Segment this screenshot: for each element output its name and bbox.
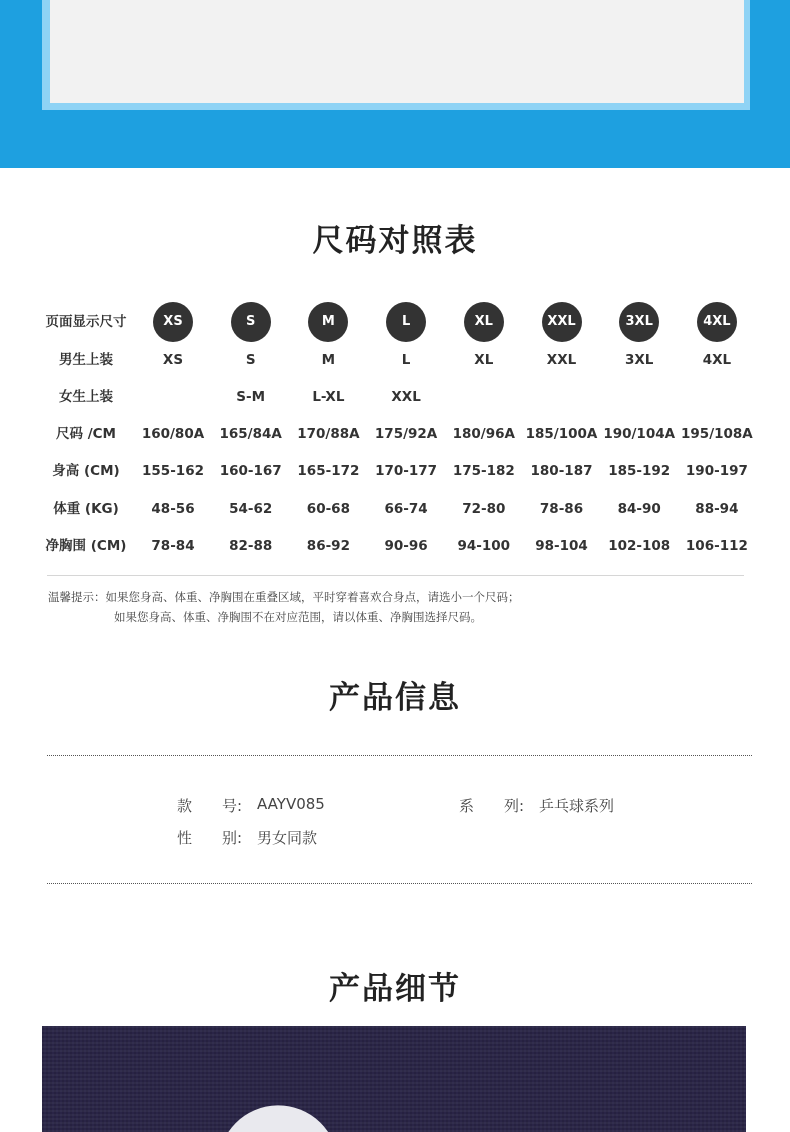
table-cell: 102-108 (608, 538, 671, 554)
table-cell: L-XL (312, 389, 345, 405)
table-cell (598, 378, 680, 416)
row-label: 净胸围 (CM) (45, 538, 127, 554)
table-cell: 98-104 (535, 538, 588, 554)
table-cell: 185/100A (525, 426, 598, 442)
row-female-top (36, 378, 756, 416)
row-label: 男生上装 (59, 352, 113, 368)
model-label: 款 号: (177, 797, 243, 815)
table-cell: 165/84A (219, 426, 282, 442)
table-cell: 86-92 (306, 538, 350, 554)
table-cell: 160-167 (219, 463, 282, 479)
row-label: 体重 (KG) (53, 501, 119, 517)
size-chart-divider (47, 575, 744, 576)
product-detail-title: 产品细节 (329, 971, 461, 1007)
table-cell: 185-192 (608, 463, 671, 479)
table-cell: 48-56 (151, 501, 195, 517)
row-weight (36, 490, 756, 528)
table-cell: XXL (391, 389, 421, 405)
row-display-size (36, 303, 756, 341)
table-cell: 165-172 (297, 463, 360, 479)
tip-line-2: 如果您身高、体重、净胸围不在对应范围，请以体重、净胸围选择尺码。 (114, 610, 482, 624)
series-value: 乒乓球系列 (539, 797, 615, 815)
table-cell: 54-62 (229, 501, 273, 517)
info-top-divider (47, 755, 752, 756)
table-cell: 195/108A (681, 426, 753, 442)
table-cell: 175/92A (374, 426, 438, 442)
table-cell (132, 378, 214, 416)
table-cell: S-M (236, 389, 266, 405)
gender-label: 性 别: (177, 829, 243, 847)
table-cell: XS (162, 352, 184, 368)
tip-line-1: 温馨提示：如果您身高、体重、净胸围在重叠区域，平时穿着喜欢合身点，请选小一个尺码； (48, 590, 520, 604)
table-cell: 94-100 (457, 538, 511, 554)
table-cell: 84-90 (617, 501, 661, 517)
table-cell: 175-182 (452, 463, 515, 479)
size-badge: S (231, 302, 271, 342)
table-cell: 170/88A (297, 426, 360, 442)
logo-icon (207, 1094, 337, 1132)
size-badge: 3XL (619, 302, 659, 342)
table-cell: 4XL (702, 352, 732, 368)
table-cell: 190/104A (603, 426, 676, 442)
table-cell: 190-197 (685, 463, 748, 479)
row-size-cm (36, 415, 756, 453)
row-height (36, 452, 756, 490)
table-cell: XL (474, 352, 494, 368)
table-cell: 78-86 (539, 501, 584, 517)
row-label: 尺码 /CM (56, 426, 116, 442)
table-cell: M (321, 352, 336, 368)
table-cell: 106-112 (685, 538, 748, 554)
row-label: 女生上装 (59, 389, 113, 405)
table-cell: 66-74 (384, 501, 428, 517)
table-cell: 3XL (624, 352, 654, 368)
row-label: 身高 (CM) (52, 463, 120, 479)
model-value: AAYV085 (257, 795, 325, 813)
series-label: 系 列: (459, 797, 525, 815)
product-detail-photo (42, 1026, 746, 1132)
row-label: 页面显示尺寸 (45, 314, 127, 330)
info-bottom-divider (47, 883, 752, 884)
table-cell: 170-177 (375, 463, 438, 479)
product-info-title: 产品信息 (329, 680, 461, 716)
table-cell: 78-84 (151, 538, 195, 554)
size-badge: 4XL (697, 302, 737, 342)
top-image (50, 0, 744, 103)
table-cell: S (245, 352, 256, 368)
row-male-top (36, 341, 756, 379)
table-cell (676, 378, 758, 416)
size-badge: M (308, 302, 348, 342)
table-cell: 180/96A (452, 426, 515, 442)
table-cell: 60-68 (306, 501, 350, 517)
row-chest (36, 527, 756, 565)
table-cell: 160/80A (141, 426, 205, 442)
size-chart-title: 尺码对照表 (312, 223, 478, 259)
table-cell: L (401, 352, 411, 368)
size-badge: XXL (542, 302, 582, 342)
table-cell: 72-80 (462, 501, 506, 517)
table-cell: 90-96 (384, 538, 428, 554)
size-badge: XL (464, 302, 504, 342)
table-cell (521, 378, 603, 416)
size-badge: XS (153, 302, 193, 342)
table-cell: 82-88 (229, 538, 273, 554)
table-cell (443, 378, 525, 416)
gender-value: 男女同款 (257, 829, 318, 847)
table-cell: 180-187 (530, 463, 593, 479)
table-cell: 88-94 (695, 501, 739, 517)
size-badge: L (386, 302, 426, 342)
table-cell: 155-162 (142, 463, 204, 479)
table-cell: XXL (546, 352, 577, 368)
